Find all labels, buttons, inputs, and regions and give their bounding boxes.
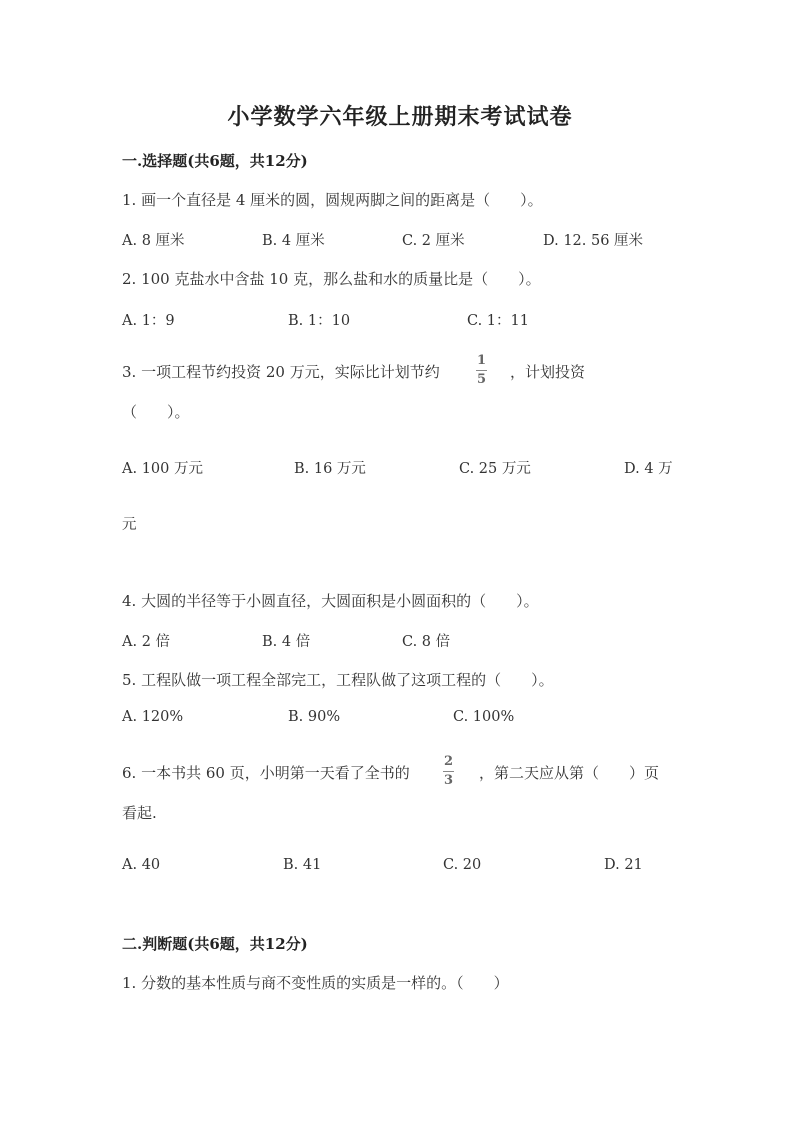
page-title: 小学数学六年级上册期末考试试卷: [227, 104, 573, 130]
question-5-option-a: A. 120%: [122, 709, 184, 725]
question-6-text-after: ，第二天应从第（ ）页: [479, 764, 660, 782]
fraction-numerator: 1: [476, 353, 487, 368]
section2-question-1-text: 1. 分数的基本性质与商不变性质的实质是一样的。（ ）: [122, 974, 509, 992]
question-6-text: 6. 一本书共 60 页，小明第一天看了全书的: [122, 764, 410, 782]
question-3-text-line2: （ ）。: [122, 403, 190, 421]
fraction-bar: [476, 370, 487, 371]
question-1-option-d: D. 12. 56 厘米: [543, 233, 644, 249]
question-1-option-a: A. 8 厘米: [122, 233, 185, 249]
question-2-option-a: A. 1：9: [122, 313, 175, 329]
question-3-text: 3. 一项工程节约投资 20 万元，实际比计划节约: [122, 363, 440, 381]
question-3-fraction: [476, 354, 487, 387]
question-3-text-after: ，计划投资: [510, 363, 586, 381]
question-5-option-c: C. 100%: [453, 709, 515, 725]
question-4-option-b: B. 4 倍: [262, 634, 311, 650]
question-6-text-line2: 看起.: [122, 804, 157, 822]
question-4-option-a: A. 2 倍: [122, 634, 171, 650]
question-4-option-c: C. 8 倍: [402, 634, 451, 650]
question-2-option-c: C. 1：11: [467, 313, 529, 329]
section-heading-true-false: 二.判断题(共6题，共12分): [122, 935, 308, 953]
section-heading-choice: 一.选择题(共6题，共12分): [122, 152, 308, 170]
question-6-option-d: D. 21: [604, 857, 643, 873]
fraction-denominator: 3: [443, 773, 454, 788]
question-6-option-a: A. 40: [122, 857, 161, 873]
question-2-text: 2. 100 克盐水中含盐 10 克，那么盐和水的质量比是（ ）。: [122, 270, 541, 288]
fraction-bar: [443, 771, 454, 772]
fraction-denominator: 5: [476, 372, 487, 387]
question-6-option-b: B. 41: [283, 857, 322, 873]
question-1-option-b: B. 4 厘米: [262, 233, 325, 249]
question-3-option-d: D. 4 万: [624, 461, 673, 477]
question-5-text: 5. 工程队做一项工程全部完工，工程队做了这项工程的（ ）。: [122, 671, 554, 689]
question-3-option-a: A. 100 万元: [122, 461, 203, 477]
question-5-option-b: B. 90%: [288, 709, 341, 725]
question-6-fraction: [443, 755, 454, 788]
question-3-option-b: B. 16 万元: [294, 461, 366, 477]
question-6-option-c: C. 20: [443, 857, 482, 873]
question-3-option-d-wrap: 元: [122, 517, 137, 533]
question-1-text: 1. 画一个直径是 4 厘米的圆，圆规两脚之间的距离是（ ）。: [122, 191, 543, 209]
fraction-numerator: 2: [443, 754, 454, 769]
question-3-option-c: C. 25 万元: [459, 461, 531, 477]
question-2-option-b: B. 1：10: [288, 313, 351, 329]
question-4-text: 4. 大圆的半径等于小圆直径，大圆面积是小圆面积的（ ）。: [122, 592, 539, 610]
question-1-option-c: C. 2 厘米: [402, 233, 465, 249]
